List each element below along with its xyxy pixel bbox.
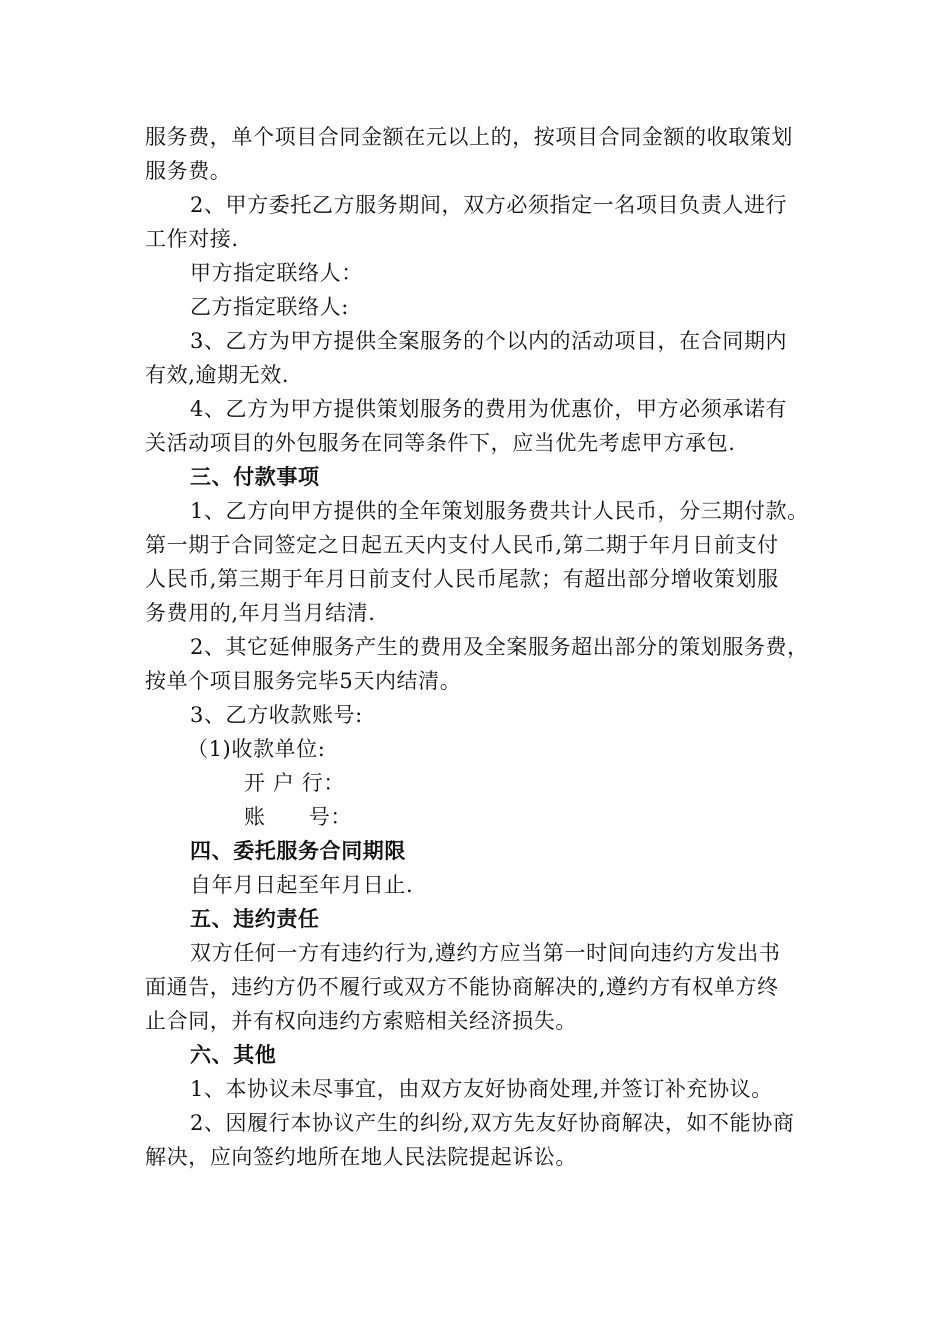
body-text-line: 关活动项目的外包服务在同等条件下，应当优先考虑甲方承包. (145, 431, 736, 455)
section-heading: 五、违约责任 (190, 907, 320, 931)
body-text-line: 2、其它延伸服务产生的费用及全案服务超出部分的策划服务费， (190, 635, 809, 659)
section-heading: 三、付款事项 (190, 465, 320, 489)
body-text-line: 工作对接. (145, 227, 239, 251)
body-text-line: 2、甲方委托乙方服务期间，双方必须指定一名项目负责人进行 (190, 193, 788, 217)
body-text-line: 第一期于合同签定之日起五天内支付人民币,第二期于年月日前支付 (145, 533, 779, 557)
body-text-line: 4、乙方为甲方提供策划服务的费用为优惠价，甲方必须承诺有 (190, 397, 788, 421)
body-text-line: 3、乙方为甲方提供全案服务的个以内的活动项目，在合同期内 (190, 329, 788, 353)
body-text-line: 2、因履行本协议产生的纠纷,双方先友好协商解决，如不能协商 (190, 1111, 795, 1135)
body-text-line: 1、本协议未尽事宜，由双方友好协商处理,并签订补充协议。 (190, 1077, 773, 1101)
body-text-line: 按单个项目服务完毕5天内结清。 (145, 669, 462, 693)
body-text-line: 双方任何一方有违约行为,遵约方应当第一时间向违约方发出书 (190, 941, 781, 965)
body-text-line: 账 号： (244, 805, 352, 829)
body-text-line: 自年月日起至年月日止. (190, 873, 414, 897)
body-text-line: 1、乙方向甲方提供的全年策划服务费共计人民币，分三期付款。 (190, 499, 809, 523)
body-text-line: 服务费。 (145, 159, 232, 183)
section-heading: 四、委托服务合同期限 (190, 839, 406, 863)
body-text-line: 甲方指定联络人： (190, 261, 363, 285)
body-text-line: 务费用的,年月当月结清. (145, 601, 376, 625)
section-heading: 六、其他 (190, 1043, 277, 1067)
body-text-line: 面通告，违约方仍不履行或双方不能协商解决的,遵约方有权单方终 (145, 975, 779, 999)
body-text-line: 开 户 行： (244, 771, 345, 795)
body-text-line: 乙方指定联络人: (190, 295, 349, 319)
body-text-line: （1)收款单位: (187, 737, 326, 761)
body-text-line: 服务费，单个项目合同金额在元以上的，按项目合同金额的收取策划 (145, 125, 793, 149)
body-text-line: 有效,逾期无效. (145, 363, 290, 387)
body-text-line: 止合同，并有权向违约方索赔相关经济损失。 (145, 1009, 577, 1033)
body-text-line: 解决，应向签约地所在地人民法院提起诉讼。 (145, 1145, 577, 1169)
body-text-line: 3、乙方收款账号: (190, 703, 363, 727)
body-text-line: 人民币,第三期于年月日前支付人民币尾款；有超出部分增收策划服 (145, 567, 779, 591)
